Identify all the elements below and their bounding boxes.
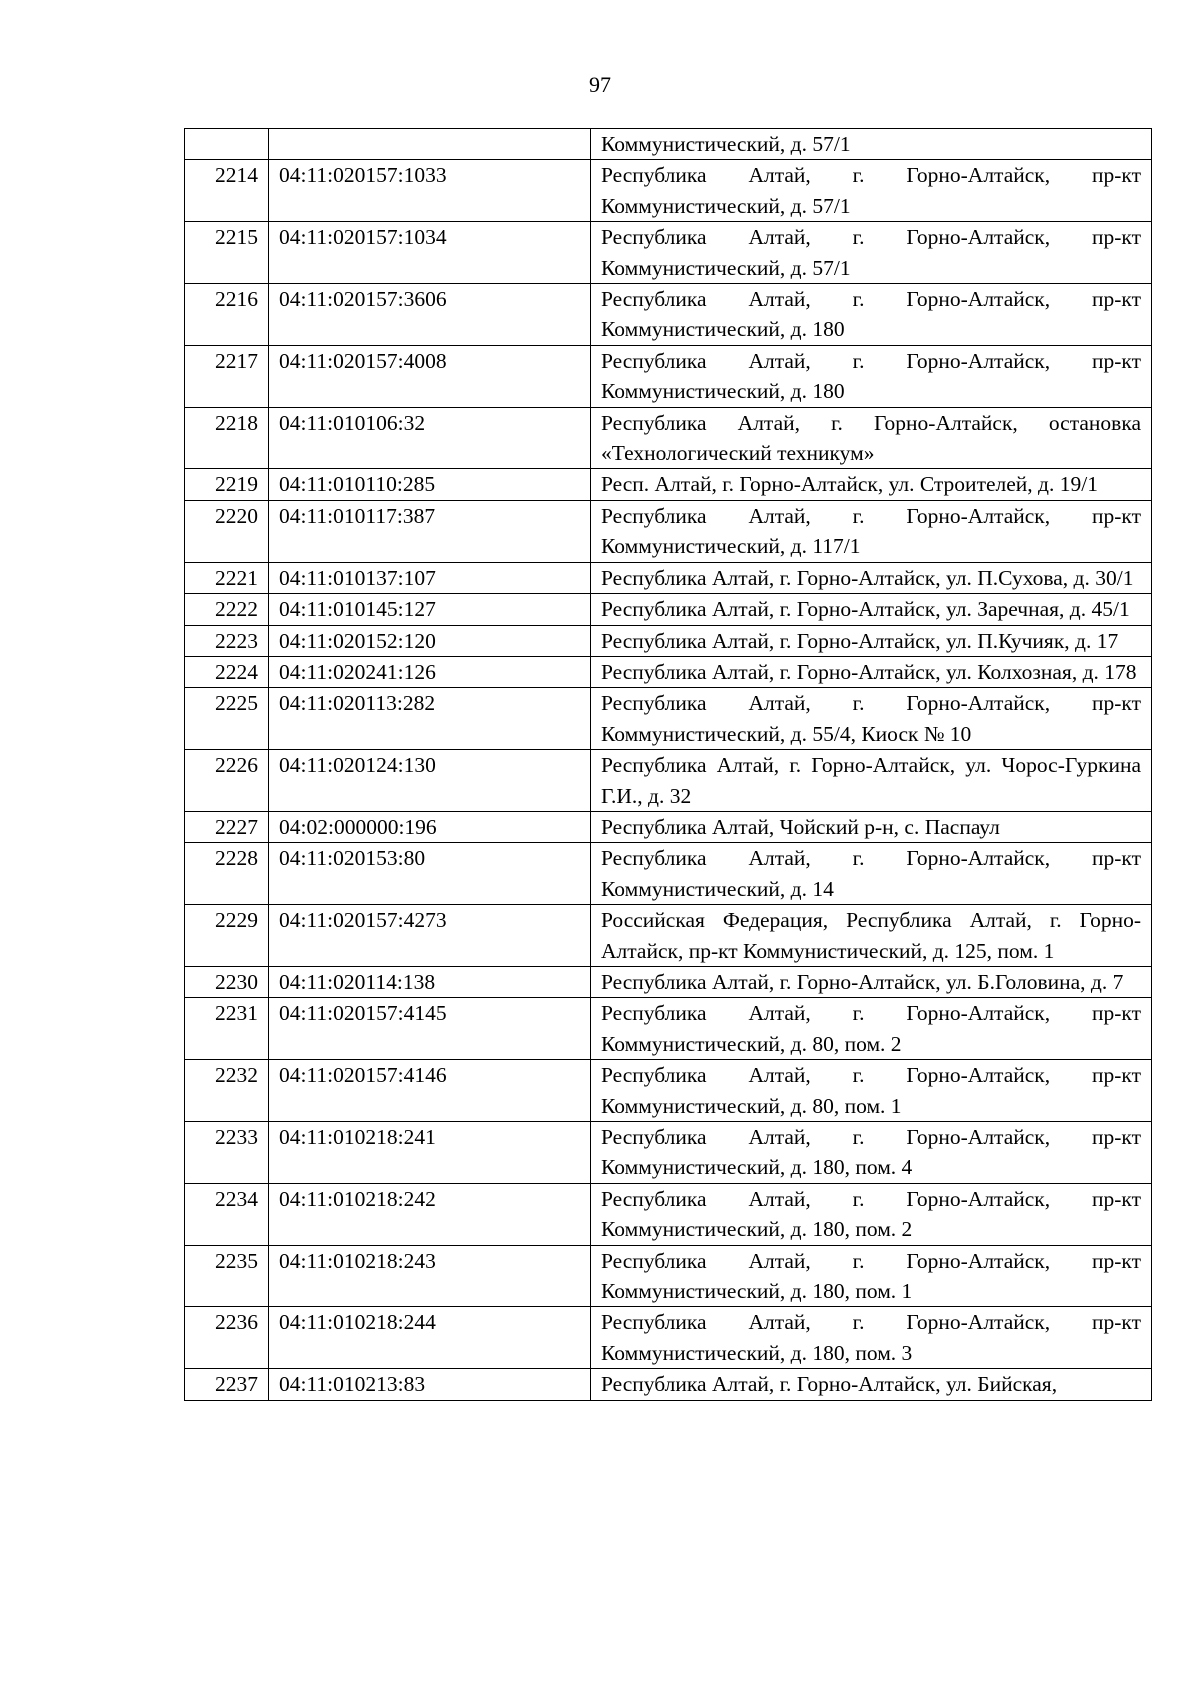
row-number — [185, 129, 269, 160]
row-number: 2223 — [185, 625, 269, 656]
cadastral-number: 04:11:010213:83 — [269, 1369, 591, 1400]
table-row — [185, 1122, 1152, 1184]
row-number: 2227 — [185, 811, 269, 842]
table-row — [185, 1183, 1152, 1245]
address: Республика Алтай, г. Горно-Алтайск, пр-кт Коммунистический, д. 180, пом. 2 — [591, 1183, 1152, 1245]
address: Республика Алтай, г. Горно-Алтайск, ул. Б.Головина, д. 7 — [591, 966, 1152, 997]
row-number: 2231 — [185, 998, 269, 1060]
cadastral-number: 04:11:020153:80 — [269, 843, 591, 905]
table-row — [185, 129, 1152, 160]
address: Республика Алтай, г. Горно-Алтайск, ул. Заречная, д. 45/1 — [591, 594, 1152, 625]
address: Коммунистический, д. 57/1 — [591, 129, 1152, 160]
cadastral-number: 04:11:020157:4008 — [269, 345, 591, 407]
row-number: 2229 — [185, 905, 269, 967]
cadastral-number: 04:11:020157:1033 — [269, 160, 591, 222]
address: Республика Алтай, г. Горно-Алтайск, пр-кт Коммунистический, д. 180, пом. 1 — [591, 1245, 1152, 1307]
table-row — [185, 469, 1152, 500]
page-number: 97 — [589, 72, 611, 97]
address: Республика Алтай, г. Горно-Алтайск, пр-кт Коммунистический, д. 180, пом. 3 — [591, 1307, 1152, 1369]
address: Республика Алтай, г. Горно-Алтайск, пр-кт Коммунистический, д. 180 — [591, 284, 1152, 346]
cadastral-number: 04:11:020113:282 — [269, 688, 591, 750]
table-row — [185, 1307, 1152, 1369]
table-row — [185, 160, 1152, 222]
cadastral-number: 04:11:010218:243 — [269, 1245, 591, 1307]
table-row — [185, 345, 1152, 407]
address: Республика Алтай, г. Горно-Алтайск, пр-кт Коммунистический, д. 55/4, Киоск № 10 — [591, 688, 1152, 750]
table-row — [185, 905, 1152, 967]
address: Республика Алтай, г. Горно-Алтайск, пр-кт Коммунистический, д. 57/1 — [591, 160, 1152, 222]
table-row — [185, 688, 1152, 750]
table-row — [185, 1369, 1152, 1400]
table-row — [185, 843, 1152, 905]
cadastral-number: 04:11:020114:138 — [269, 966, 591, 997]
address: Республика Алтай, г. Горно-Алтайск, ул. Колхозная, д. 178 — [591, 656, 1152, 687]
address: Республика Алтай, г. Горно-Алтайск, остановка «Технологический техникум» — [591, 407, 1152, 469]
cadastral-number: 04:11:010117:387 — [269, 500, 591, 562]
cadastral-number: 04:11:020157:3606 — [269, 284, 591, 346]
cadastral-number: 04:11:010137:107 — [269, 562, 591, 593]
row-number: 2214 — [185, 160, 269, 222]
row-number: 2217 — [185, 345, 269, 407]
table-row — [185, 407, 1152, 469]
address: Республика Алтай, г. Горно-Алтайск, пр-кт Коммунистический, д. 117/1 — [591, 500, 1152, 562]
cadastral-number: 04:11:020157:4273 — [269, 905, 591, 967]
table-row — [185, 500, 1152, 562]
table-row — [185, 1060, 1152, 1122]
table-row — [185, 750, 1152, 812]
property-table — [184, 128, 1152, 1401]
table-row — [185, 594, 1152, 625]
row-number: 2233 — [185, 1122, 269, 1184]
row-number: 2228 — [185, 843, 269, 905]
address: Республика Алтай, г. Горно-Алтайск, ул. П.Сухова, д. 30/1 — [591, 562, 1152, 593]
address: Республика Алтай, г. Горно-Алтайск, пр-кт Коммунистический, д. 80, пом. 1 — [591, 1060, 1152, 1122]
address: Республика Алтай, г. Горно-Алтайск, пр-кт Коммунистический, д. 180, пом. 4 — [591, 1122, 1152, 1184]
row-number: 2222 — [185, 594, 269, 625]
cadastral-number: 04:11:020157:1034 — [269, 222, 591, 284]
address: Республика Алтай, Чойский р-н, с. Паспаул — [591, 811, 1152, 842]
address: Республика Алтай, г. Горно-Алтайск, пр-кт Коммунистический, д. 80, пом. 2 — [591, 998, 1152, 1060]
cadastral-number: 04:11:020157:4145 — [269, 998, 591, 1060]
address: Республика Алтай, г. Горно-Алтайск, ул. Бийская, — [591, 1369, 1152, 1400]
cadastral-number: 04:11:010218:244 — [269, 1307, 591, 1369]
row-number: 2215 — [185, 222, 269, 284]
row-number: 2220 — [185, 500, 269, 562]
table-row — [185, 562, 1152, 593]
table-row — [185, 998, 1152, 1060]
row-number: 2236 — [185, 1307, 269, 1369]
row-number: 2235 — [185, 1245, 269, 1307]
table-row — [185, 625, 1152, 656]
row-number: 2218 — [185, 407, 269, 469]
cadastral-number — [269, 129, 591, 160]
row-number: 2226 — [185, 750, 269, 812]
cadastral-number: 04:11:020152:120 — [269, 625, 591, 656]
cadastral-number: 04:02:000000:196 — [269, 811, 591, 842]
table-row — [185, 656, 1152, 687]
cadastral-number: 04:11:020124:130 — [269, 750, 591, 812]
row-number: 2224 — [185, 656, 269, 687]
row-number: 2221 — [185, 562, 269, 593]
cadastral-number: 04:11:010106:32 — [269, 407, 591, 469]
row-number: 2234 — [185, 1183, 269, 1245]
cadastral-number: 04:11:020157:4146 — [269, 1060, 591, 1122]
address: Республика Алтай, г. Горно-Алтайск, пр-кт Коммунистический, д. 14 — [591, 843, 1152, 905]
table-row — [185, 222, 1152, 284]
table-row — [185, 1245, 1152, 1307]
address: Республика Алтай, г. Горно-Алтайск, ул. Чорос-Гуркина Г.И., д. 32 — [591, 750, 1152, 812]
row-number: 2225 — [185, 688, 269, 750]
address: Респ. Алтай, г. Горно-Алтайск, ул. Строителей, д. 19/1 — [591, 469, 1152, 500]
cadastral-number: 04:11:010218:241 — [269, 1122, 591, 1184]
cadastral-number: 04:11:010145:127 — [269, 594, 591, 625]
cadastral-number: 04:11:020241:126 — [269, 656, 591, 687]
row-number: 2232 — [185, 1060, 269, 1122]
cadastral-number: 04:11:010110:285 — [269, 469, 591, 500]
address: Республика Алтай, г. Горно-Алтайск, пр-кт Коммунистический, д. 180 — [591, 345, 1152, 407]
cadastral-number: 04:11:010218:242 — [269, 1183, 591, 1245]
row-number: 2237 — [185, 1369, 269, 1400]
table-row — [185, 811, 1152, 842]
row-number: 2216 — [185, 284, 269, 346]
table-row — [185, 284, 1152, 346]
row-number: 2219 — [185, 469, 269, 500]
row-number: 2230 — [185, 966, 269, 997]
table-row — [185, 966, 1152, 997]
address: Республика Алтай, г. Горно-Алтайск, ул. П.Кучияк, д. 17 — [591, 625, 1152, 656]
address: Российская Федерация, Республика Алтай, г. Горно-Алтайск, пр-кт Коммунистический, д. 125, пом. 1 — [591, 905, 1152, 967]
address: Республика Алтай, г. Горно-Алтайск, пр-кт Коммунистический, д. 57/1 — [591, 222, 1152, 284]
table-body — [185, 129, 1152, 1401]
